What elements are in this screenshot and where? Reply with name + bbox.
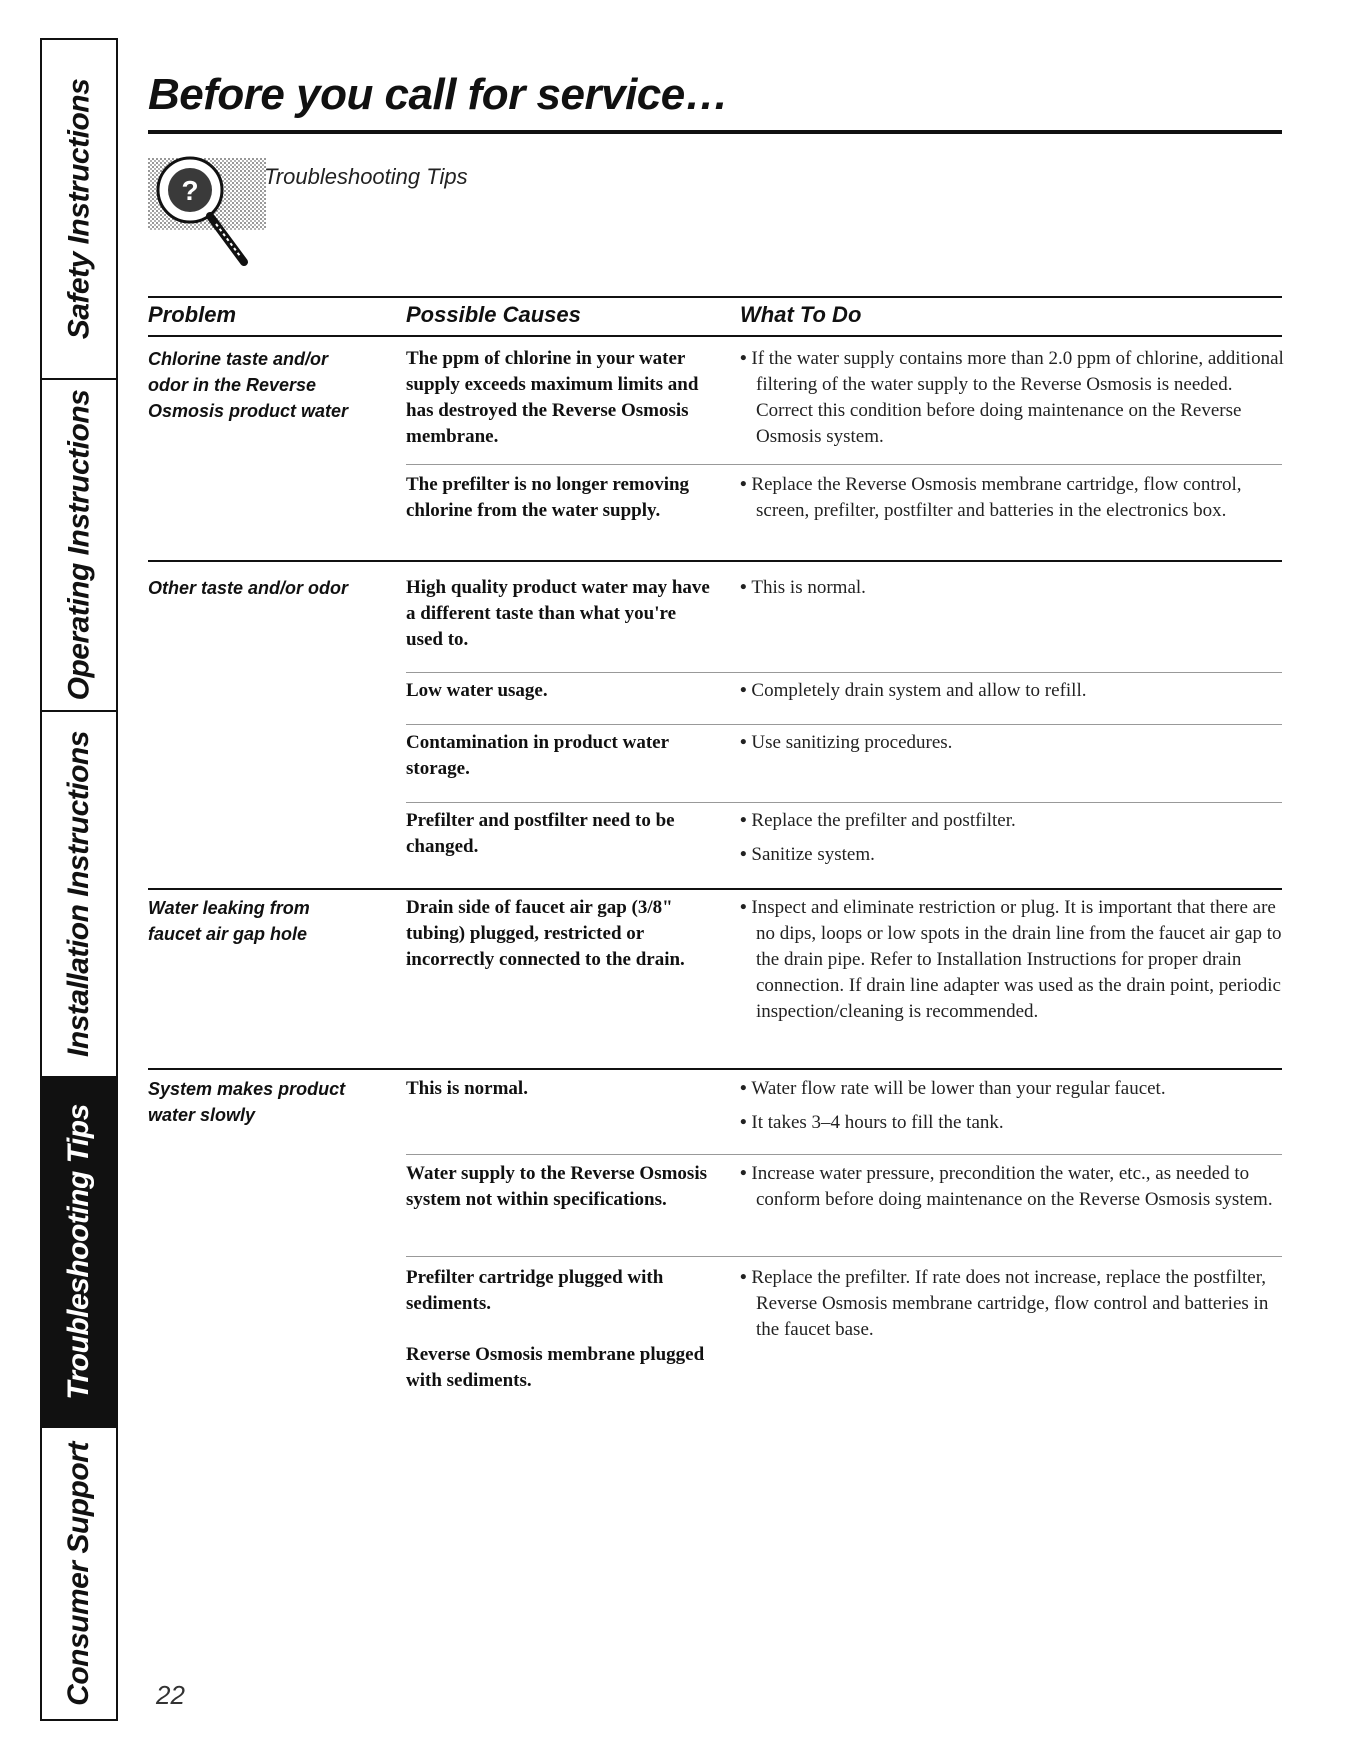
- cause-text: The prefilter is no longer removing chlorine from the water supply.: [406, 474, 690, 521]
- problem-water-leaking: Water leaking from faucet air gap hole: [148, 898, 310, 944]
- page-title: Before you call for service…: [148, 70, 729, 119]
- cause-text: Contamination in product water storage.: [406, 732, 669, 779]
- svg-text:?: ?: [181, 175, 199, 206]
- column-header-possible-causes: Possible Causes: [406, 302, 581, 327]
- action-item: • Water flow rate will be lower than your regular faucet.: [740, 1078, 1166, 1099]
- cause-text: Prefilter and postfilter need to be changed.: [406, 810, 675, 857]
- row-divider: [148, 1068, 1282, 1070]
- action-item: • It takes 3–4 hours to fill the tank.: [740, 1112, 1004, 1133]
- tab-label: Safety Instructions: [62, 78, 95, 340]
- tab-label: Operating Instructions: [62, 389, 96, 701]
- cause-divider: [406, 724, 1282, 725]
- cause-text: High quality product water may have a different taste than what you're used to.: [406, 577, 710, 650]
- action-item: • Completely drain system and allow to refill.: [740, 680, 1087, 701]
- problem-slow-production: System makes product water slowly: [148, 1079, 346, 1125]
- column-header-what-to-do: What To Do: [740, 302, 862, 327]
- section-subtitle: Troubleshooting Tips: [264, 164, 468, 189]
- problem-other-taste: Other taste and/or odor: [148, 578, 349, 598]
- action-list: [740, 1161, 1285, 1213]
- column-header-problem: Problem: [148, 302, 237, 327]
- cause-text: This is normal.: [406, 1078, 528, 1099]
- action-list: [740, 808, 1285, 868]
- action-item: • Increase water pressure, precondition the water, etc., as needed to conform before doing maintenance on the Reverse Osmosis system.: [740, 1163, 1273, 1210]
- action-list: [740, 895, 1285, 1025]
- tab-label: Consumer Support: [62, 1441, 96, 1706]
- action-item: • Replace the Reverse Osmosis membrane cartridge, flow control, screen, prefilter, postfilter and batteries in the electronics box.: [740, 474, 1242, 521]
- action-item: • This is normal.: [740, 577, 866, 598]
- action-list: [740, 1265, 1285, 1343]
- row-divider: [148, 888, 1282, 890]
- table-top-rule: [148, 296, 1282, 298]
- action-list: [740, 575, 1285, 601]
- action-list: [740, 472, 1285, 524]
- tab-consumer-support[interactable]: [42, 1428, 116, 1719]
- title-divider: [148, 130, 1282, 134]
- cause-text: Drain side of faucet air gap (3/8" tubing) plugged, restricted or incorrectly connected to the drain.: [406, 897, 685, 970]
- action-list: [740, 678, 1285, 704]
- tab-safety-instructions[interactable]: [42, 40, 116, 380]
- cause-text: The ppm of chlorine in your water supply exceeds maximum limits and has destroyed the Reverse Osmosis membrane.: [406, 348, 699, 447]
- action-item: • Inspect and eliminate restriction or plug. It is important that there are no dips, loops or low spots in the drain line from the faucet air gap to the drain pipe. Refer to Installation Instructions for proper drain connection. If drain line adapter was used as the drain point, periodic inspection/cleaning is recommended.: [740, 897, 1282, 1022]
- tab-troubleshooting-tips[interactable]: [42, 1078, 116, 1428]
- cause-divider: [406, 802, 1282, 803]
- row-divider: [148, 560, 1282, 562]
- action-list: [740, 730, 1285, 756]
- tab-label: Installation Instructions: [62, 731, 95, 1057]
- section-tab-bar: [40, 38, 118, 1721]
- cause-text: Prefilter cartridge plugged with sediments.: [406, 1267, 664, 1314]
- action-item: • If the water supply contains more than 2.0 ppm of chlorine, additional filtering of the water supply to the Reverse Osmosis is needed. Correct this condition before doing maintenance on the Reverse Osmosis system.: [740, 348, 1284, 447]
- action-item: • Replace the prefilter and postfilter.: [740, 810, 1016, 831]
- cause-text: Water supply to the Reverse Osmosis system not within specifications.: [406, 1163, 707, 1210]
- tab-operating-instructions[interactable]: [42, 380, 116, 712]
- page-number: 22: [156, 1680, 185, 1710]
- action-list: [740, 346, 1285, 450]
- cause-divider: [406, 464, 1282, 465]
- action-list: [740, 1076, 1285, 1136]
- table-header-rule: [148, 335, 1282, 337]
- tab-installation-instructions[interactable]: [42, 712, 116, 1078]
- action-item: • Replace the prefilter. If rate does not increase, replace the postfilter, Reverse Osmosis membrane cartridge, flow control and batteries in the faucet base.: [740, 1267, 1269, 1340]
- question-magnifier-icon: [148, 150, 270, 272]
- cause-divider: [406, 1256, 1282, 1257]
- cause-divider: [406, 672, 1282, 673]
- tab-label: Troubleshooting Tips: [62, 1104, 95, 1400]
- problem-chlorine-taste: Chlorine taste and/or odor in the Reverse Osmosis product water: [148, 349, 349, 421]
- cause-divider: [406, 1154, 1282, 1155]
- action-item: • Use sanitizing procedures.: [740, 732, 953, 753]
- cause-text: Low water usage.: [406, 680, 548, 701]
- cause-text: Reverse Osmosis membrane plugged with sediments.: [406, 1344, 705, 1391]
- action-item: • Sanitize system.: [740, 844, 875, 865]
